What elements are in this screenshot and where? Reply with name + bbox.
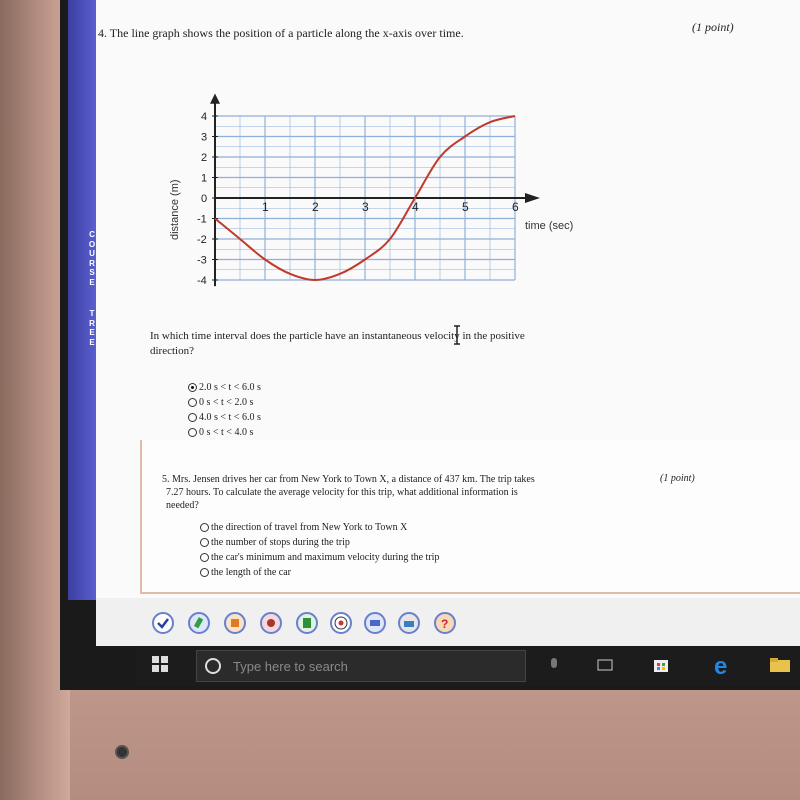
svg-text:?: ?	[441, 617, 449, 631]
taskbar-search-input[interactable]	[196, 650, 526, 682]
question-5-line3: needed?	[166, 500, 199, 511]
q4-option-label: 4.0 s < t < 6.0 s	[199, 412, 261, 423]
question-4-prompt-line1: In which time interval does the particle have an instantaneous velocity in the positive	[150, 330, 525, 342]
calculator-icon[interactable]	[296, 612, 318, 634]
x-tick-label: 2	[312, 200, 319, 214]
sidebar-letter: S	[89, 268, 95, 277]
q4-option-4[interactable]	[188, 427, 253, 438]
radio-selected-icon[interactable]	[188, 383, 197, 392]
q5-option-label: the number of stops during the trip	[211, 537, 350, 548]
sidebar-letter: E	[89, 328, 95, 337]
edge-browser-icon[interactable]	[712, 652, 738, 678]
y-axis-arrow-icon	[210, 93, 220, 103]
q4-option-2[interactable]	[188, 397, 253, 408]
sidebar-letter: O	[88, 239, 96, 249]
notes-icon[interactable]	[364, 612, 386, 634]
q5-option-label: the direction of travel from New York to Town X	[211, 522, 408, 533]
y-tick-label: 2	[201, 152, 208, 164]
radio-icon[interactable]	[200, 553, 209, 562]
text-cursor-icon	[452, 325, 462, 345]
y-tick-label: 1	[201, 172, 208, 185]
sidebar-letter: E	[89, 337, 95, 347]
x-axis-arrow-icon	[525, 193, 540, 203]
y-tick-label: -4	[197, 275, 207, 287]
q4-option-3[interactable]	[188, 412, 261, 423]
position-time-chart	[160, 90, 600, 290]
check-icon[interactable]	[152, 612, 174, 634]
print-icon[interactable]	[398, 612, 420, 634]
q5-option-label: the car's minimum and maximum velocity during the trip	[211, 552, 440, 563]
y-tick-label: 3	[201, 131, 208, 144]
pin-icon[interactable]	[260, 612, 282, 634]
chart-xlabel: time (sec)	[525, 219, 574, 232]
webcam-icon	[115, 745, 129, 759]
y-tick-label: -3	[197, 254, 207, 267]
windows-start-icon[interactable]	[152, 656, 168, 672]
x-tick-label: 5	[462, 200, 469, 214]
question-5-points: (1 point)	[660, 473, 695, 484]
sidebar-letter: U	[89, 249, 95, 258]
search-placeholder: Type here to search	[233, 658, 348, 674]
radio-icon[interactable]	[200, 568, 209, 577]
q4-option-label: 0 s < t < 4.0 s	[199, 427, 254, 438]
q4-option-label: 0 s < t < 2.0 s	[199, 397, 254, 408]
q5-option-1[interactable]	[200, 522, 407, 533]
y-tick-label: 0	[201, 193, 208, 205]
x-tick-label: 6	[512, 200, 519, 214]
q4-option-1[interactable]	[188, 382, 261, 393]
help-icon[interactable]	[434, 612, 456, 634]
file-explorer-icon[interactable]	[768, 656, 792, 674]
microphone-icon[interactable]	[545, 656, 563, 674]
question-4-prompt-line2: direction?	[150, 345, 194, 357]
radio-icon[interactable]	[188, 398, 197, 407]
q4-option-label: 2.0 s < t < 6.0 s	[199, 382, 261, 393]
x-tick-label: 4	[412, 200, 419, 214]
y-tick-label: -2	[197, 234, 207, 246]
q5-option-4[interactable]	[200, 567, 291, 578]
chart-ylabel: distance (m)	[169, 179, 181, 240]
radio-icon[interactable]	[200, 523, 209, 532]
q5-option-2[interactable]	[200, 537, 350, 548]
q5-option-label: the length of the car	[211, 567, 291, 578]
sidebar-letter: R	[89, 258, 95, 268]
x-tick-label: 3	[362, 200, 369, 214]
y-tick-label: 4	[201, 111, 208, 123]
pencil-icon[interactable]	[188, 612, 210, 634]
store-icon[interactable]	[652, 656, 670, 674]
sidebar-letter: R	[89, 318, 95, 328]
task-view-icon[interactable]	[596, 656, 614, 674]
sidebar-letter: C	[89, 230, 95, 239]
highlighter-icon[interactable]	[224, 612, 246, 634]
target-icon[interactable]	[330, 612, 352, 634]
radio-icon[interactable]	[200, 538, 209, 547]
radio-icon[interactable]	[188, 413, 197, 422]
question-5-line2: 7.27 hours. To calculate the average velocity for this trip, what additional information is	[166, 487, 518, 498]
question-4-title: 4. The line graph shows the position of a particle along the x-axis over time.	[98, 26, 464, 40]
q5-option-3[interactable]	[200, 552, 439, 563]
question-4-points: (1 point)	[692, 20, 734, 34]
y-tick-label: -1	[197, 213, 207, 226]
svg-text:e: e	[714, 653, 728, 678]
sidebar-letter: T	[89, 309, 95, 318]
x-tick-label: 1	[262, 200, 269, 214]
cortana-icon	[205, 658, 221, 674]
radio-icon[interactable]	[188, 428, 197, 437]
question-5-line1: 5. Mrs. Jensen drives her car from New York to Town X, a distance of 437 km. The trip takes	[162, 474, 535, 485]
sidebar-letter: E	[89, 277, 95, 287]
